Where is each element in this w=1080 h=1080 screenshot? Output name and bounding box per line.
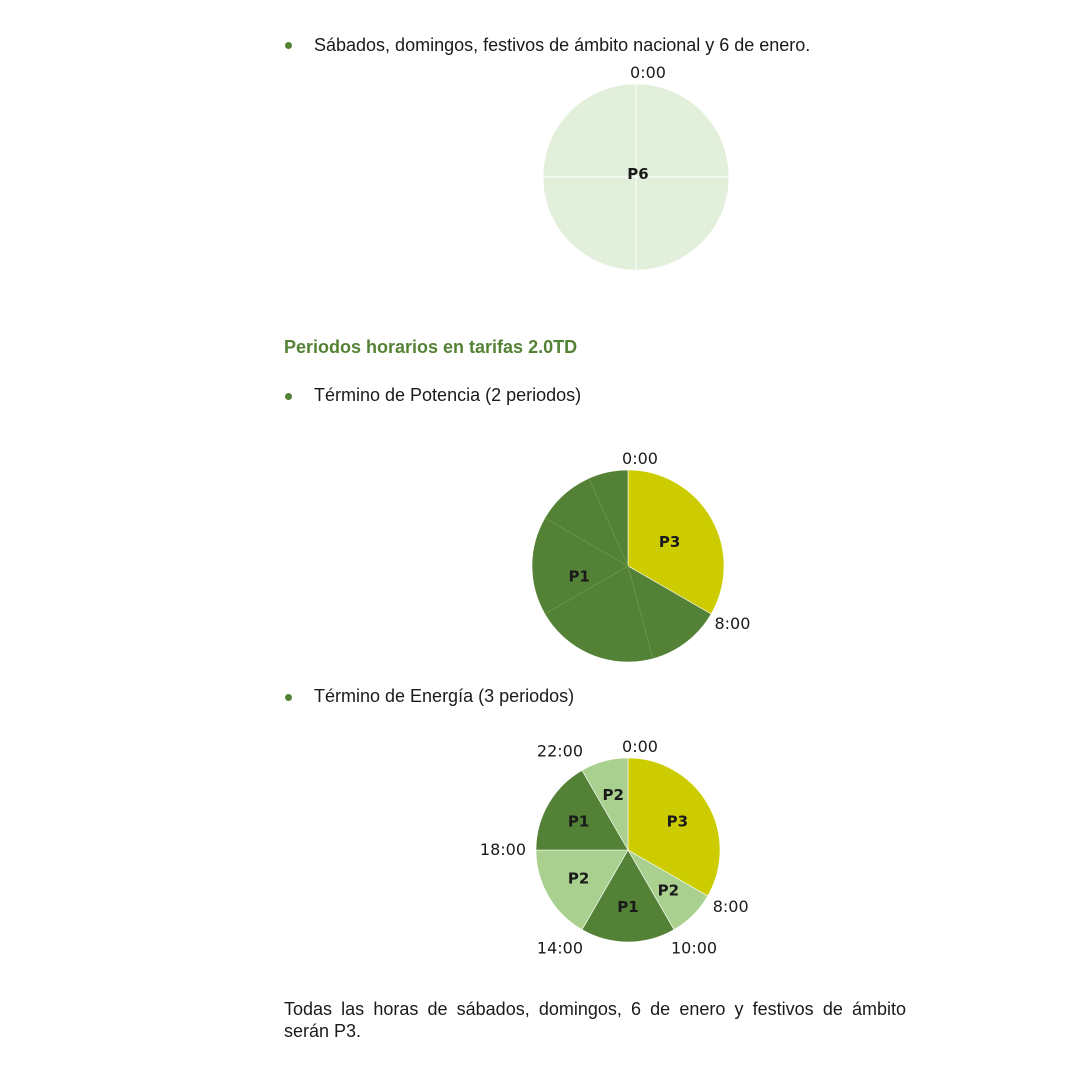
time-label: 8:00 — [714, 614, 751, 633]
bullet-potencia: Término de Potencia (2 periodos) — [314, 385, 582, 405]
bullet-dot — [285, 694, 292, 701]
bullet-dot — [285, 393, 292, 400]
time-label: 10:00 — [671, 938, 718, 958]
closing-paragraph: Todas las horas de sábados, domingos, 6 de enero y festivos de ámbito serán P3. — [284, 999, 906, 1041]
slice-label-p1: P1 — [567, 812, 590, 831]
time-label: 0:00 — [630, 63, 666, 82]
section-heading: Periodos horarios en tarifas 2.0TD — [284, 337, 578, 357]
bullet-weekend: Sábados, domingos, festivos de ámbito nacional y 6 de enero. — [314, 35, 811, 55]
slice-label-p6: P6 — [627, 165, 649, 183]
slice-label-p1: P1 — [617, 898, 639, 917]
time-label: 18:00 — [479, 840, 526, 859]
slice-label-p3: P3 — [666, 812, 689, 831]
time-label: 0:00 — [622, 737, 658, 756]
slice-label-p3: P3 — [658, 533, 681, 551]
slice-label-p2: P2 — [657, 881, 680, 900]
bullet-dot — [285, 42, 292, 49]
slice-label-p2: P2 — [602, 785, 624, 804]
pie-chart-energia — [480, 735, 760, 965]
pie-chart-potencia — [490, 448, 770, 668]
slice-label-p2: P2 — [567, 869, 590, 888]
time-label: 14:00 — [536, 938, 583, 958]
slice-label-p1: P1 — [568, 567, 590, 586]
time-label: 0:00 — [622, 449, 658, 468]
bullet-energia: Término de Energía (3 periodos) — [314, 686, 575, 706]
pie-chart-weekend — [506, 62, 766, 282]
time-label: 8:00 — [712, 897, 749, 916]
time-label: 22:00 — [536, 741, 583, 761]
